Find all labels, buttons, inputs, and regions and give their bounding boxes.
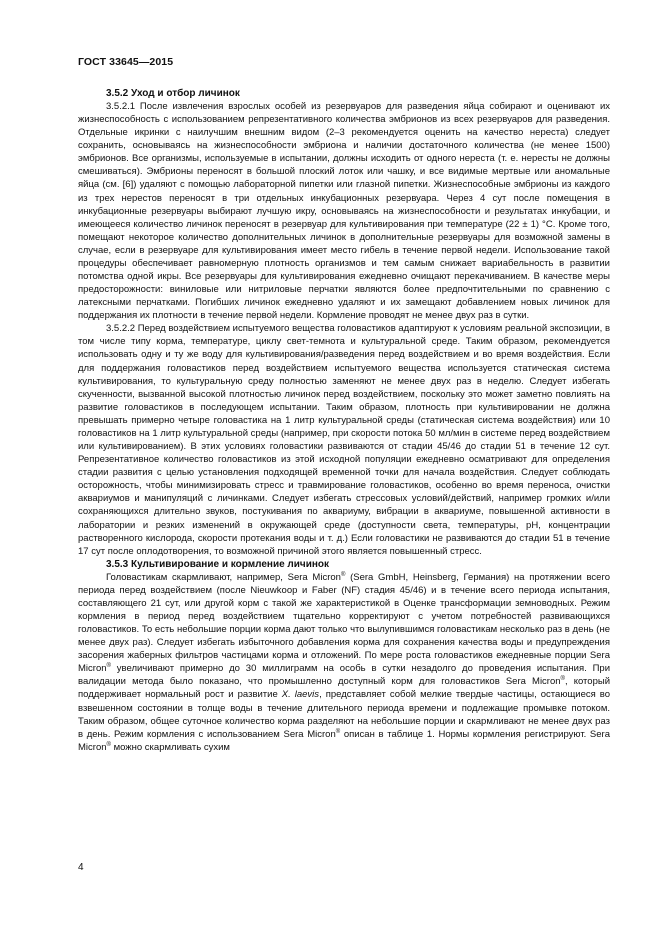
section-heading-3-5-3: 3.5.3 Культивирование и кормление личинок xyxy=(106,558,330,570)
text-run: описан в таблице 1. Нормы кормления регистрируют. Sera Micron xyxy=(78,728,610,753)
text-run: , представляет собой мелкие твердые частицы, остающиеся во взвешенном состоянии в толще воды в течение длительного периода времени и подлежащие промывке потоком. Таким образом, общее суточное количество корма разделяют на небольшие порции и скармливают не менее двух раз в день. Режим кормления с использованием Sera Micron xyxy=(78,689,611,740)
registered-mark: ® xyxy=(340,571,346,578)
page-number: 4 xyxy=(78,862,84,873)
text-run: увеличивают примерно до 30 миллиграмм на особь в сутки незадолго до проведения испытания. При валидации метода было показано, что промышленно доступный корм для головастиков Sera Micron xyxy=(78,663,610,688)
paragraph-3-5-2-1: 3.5.2.1 После извлечения взрослых особей из резервуаров для разведения яйца собирают и оценивают их жизнеспособность с использованием репрезентативного количества эмбрионов из всех резервуаров для разведения. Отдельные икринки с наилучшим внешним видом (2–3 рекомендуется оценить на качество нереста) следует сохранить, основываясь на жизнеспособности эмбриона и наличии достаточного количества (не менее 1500) эмбрионов. Все организмы, используемые в испытании, должны исходить от одного нереста (т. е. нересты не должны смешиваться). Эмбрионы переносят в большой плоский лоток или чашку, и все видимые мертвые или аномальные яйца (см. [6]) удаляют с помощью лабораторной пипетки или глазной пипетки. Жизнеспособные эмбрионы из каждого из трех нерестов переносят в три отдельных инкубационных резервуара. Через 4 сут после помещения в инкубационные резервуары выбирают лучшую икру, основываясь на жизнеспособности и результатах инкубации, и имеющееся количество личинок переносят в резервуар для культивирования при температуре (22 ± 1) °С. Кроме того, помещают некоторое количество дополнительных личинок в дополнительные резервуары для возможной замены в случае, если в резервуаре для культивирования имеет место гибель в течение первой недели. Использование такой процедуры обеспечивает равномерную плотность организмов и тем самым снижает вариабельность в развитии потомства одной икры. Все резервуары для культивирования ежедневно очищают перекачиванием. В качестве меры предосторожности: виниловые или нитриловые перчатки являются более предпочтительными по сравнению с латексными перчатками. Погибших личинок ежедневно удаляют и их замещают добавлением новых личинок для поддержания их плотности в течение первой недели. Кормление проводят не менее двух раз в сутки. xyxy=(78,101,610,322)
species-name: X. laevis xyxy=(281,689,320,701)
document-header: ГОСТ 33645—2015 xyxy=(78,56,174,68)
text-run: , который поддерживает нормальный рост и развитие xyxy=(78,676,611,701)
section-heading-3-5-2: 3.5.2 Уход и отбор личинок xyxy=(106,88,240,99)
registered-mark: ® xyxy=(335,728,341,735)
paragraph-3-5-2-2: 3.5.2.2 Перед воздействием испытуемого вещества головастиков адаптируют к условиям реальной экспозиции, в том числе типу корма, температуре, циклу свет-темнота и культуральной среде. Таким образом, рекомендуется использовать одну и ту же воду для культивирования/разведения перед воздействием и во время воздействия. Если для поддержания головастиков перед воздействием испытуемого вещества используется статическая система культивирования, то культуральную среду полностью заменяют не менее двух раз в неделю. Следует избегать скученности, вызванной высокой плотностью личинок перед воздействием, поскольку это может заметно повлиять на развитие головастиков в последующем испытании. Таким образом, плотность при культивировании не должна превышать примерно четыре головастика на 1 литр культуральной среды (статическая система воздействия) или 10 головастиков на 1 литр культуральной среды (например, при скорости потока 50 мл/мин в системе перед воздействием или культивированием). В этих условиях головастики развиваются от стадии 45/46 до стадии 51 в течение 12 сут. Репрезентативное количество головастиков из этой исходной популяции ежедневно осматривают для определения стадии развития с целью установления подходящей временной точки для начала воздействия. Следует соблюдать осторожность, чтобы минимизировать стресс и травмирование головастиков, особенно во время переноса, очистки аквариумов и манипуляций с личинками. Следует избегать стрессовых условий/действий, например громких и/или сохраняющихся длительно звуков, постукивания по аквариуму, вибрации в аквариуме, повышенной активности в лаборатории и резких изменений в окружающей среде (доступности света, температуры, pH, концентрации растворенного кислорода, скорости протекания воды и т. д.) Если головастики не развиваются до стадии 51 в течение 17 сут после оплодотворения, то возможной причиной этого является повышенный стресс. xyxy=(78,323,610,557)
text-run: (Sera GmbH, Heinsberg, Германия) на протяжении всего периода перед воздействием (после Nieuwkoop и Faber (NF) стадия 45/46) и в течение всего периода испытания, составляющего 21 сут, или другой корм с такой же характеристикой в Оценке трансформации земноводных. Режим кормления в период перед воздействием тщательно корректируют с учетом потребностей развивающихся головастиков. То есть небольшие порции корма дают только что вылупившимся головастикам несколько раз в день (не менее двух раз). Следует избегать избыточного добавления корма для сохранения качества воды и предупреждения засорения жаберных фильтров частицами корма и отложений. По мере роста головастиков ежедневные порции Sera Micron xyxy=(78,571,610,675)
registered-mark: ® xyxy=(560,676,565,683)
registered-mark: ® xyxy=(106,741,111,748)
text-run: Головастикам скармливают, например, Sera Micron xyxy=(106,571,341,583)
document-body xyxy=(78,87,610,754)
registered-mark: ® xyxy=(106,663,111,670)
text-run: можно скармливать сухим xyxy=(110,741,230,753)
paragraph-3-5-3 xyxy=(78,571,610,754)
